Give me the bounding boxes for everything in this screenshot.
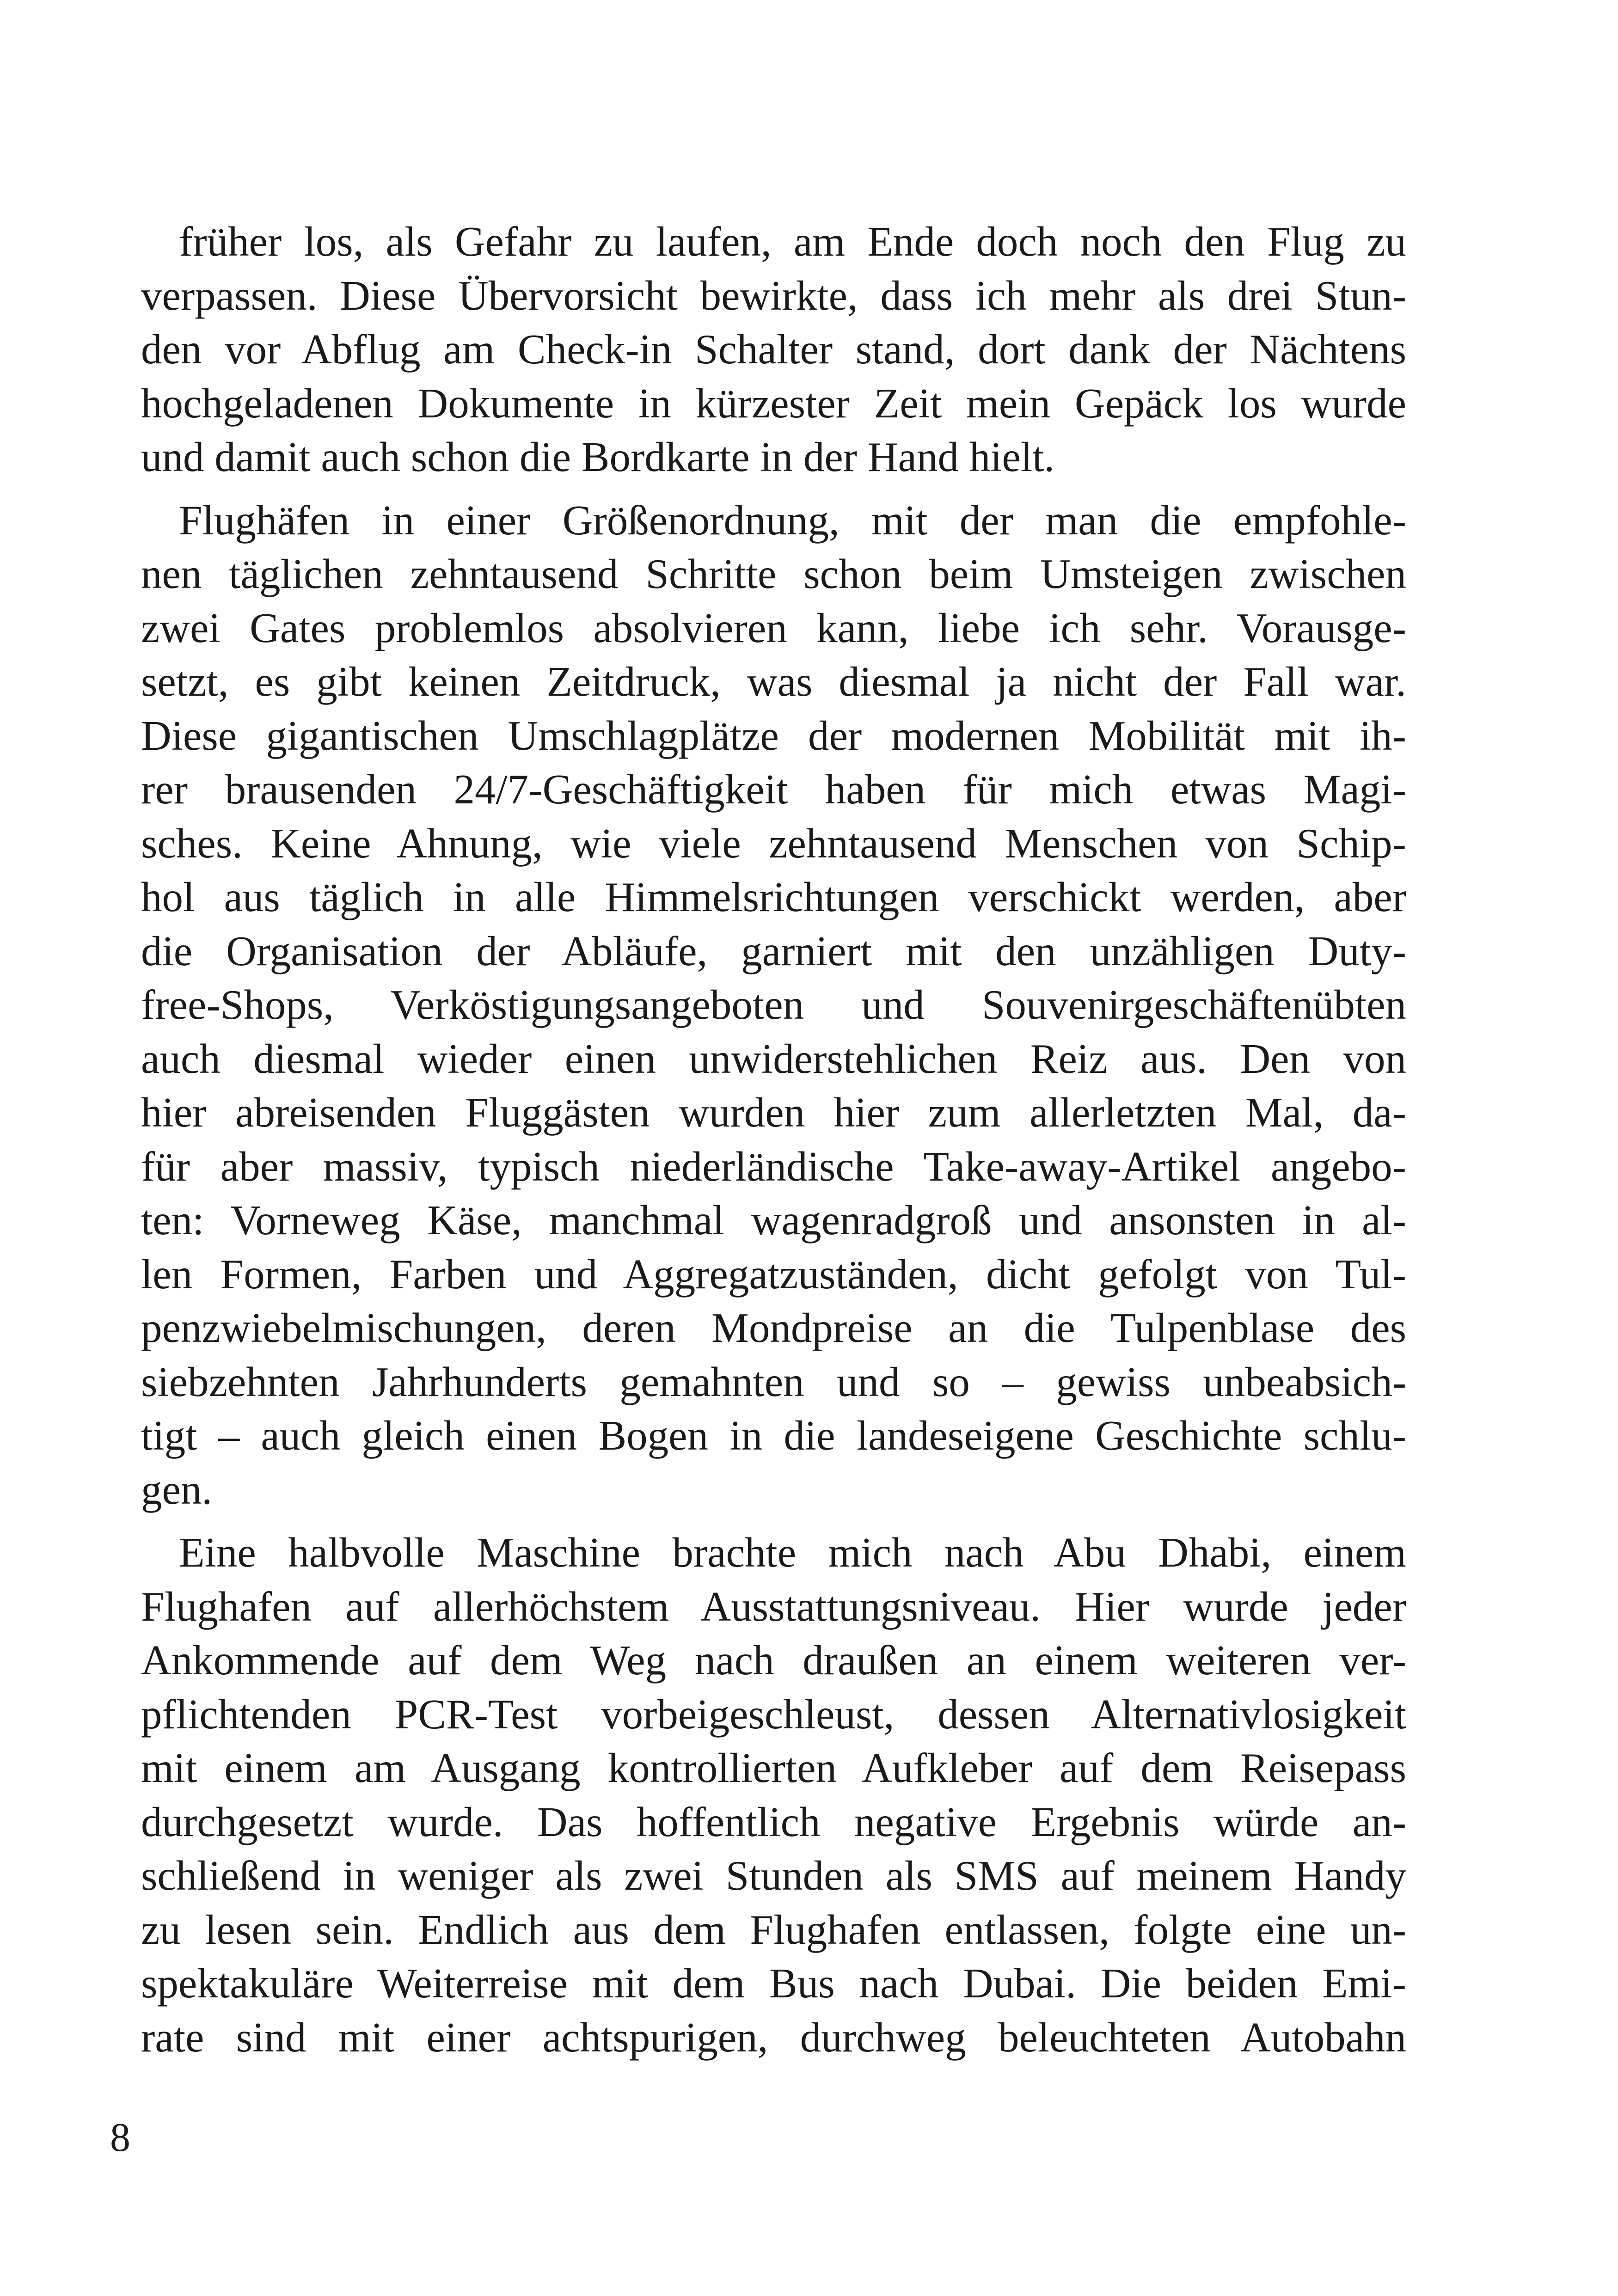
body-text — [141, 215, 1406, 2064]
text-line: gen. — [141, 1466, 213, 1513]
text-line: zu lesen sein. Endlich aus dem Flughafen entlassen, folgte eine un- — [141, 1906, 1406, 1953]
text-line: verpassen. Diese Übervorsicht bewirkte, dass ich mehr als drei Stun- — [141, 272, 1406, 319]
text-line: free-Shops, Verköstigungsangeboten und Souvenirgeschäftenübten — [141, 981, 1406, 1028]
text-line: und damit auch schon die Bordkarte in der Hand hielt. — [141, 434, 1055, 480]
text-line: Diese gigantischen Umschlagplätze der modernen Mobilität mit ih- — [141, 712, 1406, 759]
text-line: auch diesmal wieder einen unwiderstehlichen Reiz aus. Den von — [141, 1035, 1406, 1082]
paragraph — [141, 215, 1406, 484]
paragraph — [141, 494, 1406, 1517]
text-line: len Formen, Farben und Aggregatzuständen, dicht gefolgt von Tul- — [141, 1250, 1406, 1298]
text-line: mit einem am Ausgang kontrollierten Aufkleber auf dem Reisepass — [141, 1745, 1406, 1791]
text-line: ten: Vorneweg Käse, manchmal wagenradgroß und ansonsten in al- — [141, 1197, 1406, 1243]
text-line: Eine halbvolle Maschine brachte mich nach Abu Dhabi, einem — [179, 1529, 1406, 1576]
text-line: schließend in weniger als zwei Stunden als SMS auf meinem Handy — [141, 1852, 1406, 1899]
text-line: durchgesetzt wurde. Das hoffentlich negative Ergebnis würde an- — [141, 1798, 1406, 1845]
text-line: Ankommende auf dem Weg nach draußen an einem weiteren ver- — [141, 1637, 1406, 1684]
text-line: früher los, als Gefahr zu laufen, am Ende doch noch den Flug zu — [179, 218, 1406, 265]
text-line: tigt – auch gleich einen Bogen in die landeseigene Geschichte schlu- — [141, 1412, 1406, 1459]
text-line: hochgeladenen Dokumente in kürzester Zeit mein Gepäck los wurde — [141, 380, 1406, 427]
text-line: spektakuläre Weiterreise mit dem Bus nach Dubai. Die beiden Emi- — [141, 1960, 1406, 2007]
text-line: Flughäfen in einer Größenordnung, mit der man die empfohle- — [179, 496, 1406, 544]
text-line: zwei Gates problemlos absolvieren kann, liebe ich sehr. Vorausge- — [141, 604, 1406, 651]
text-line: hier abreisenden Fluggästen wurden hier zum allerletzten Mal, da- — [141, 1089, 1406, 1136]
text-line: setzt, es gibt keinen Zeitdruck, was diesmal ja nicht der Fall war. — [141, 658, 1406, 705]
text-line: siebzehnten Jahrhunderts gemahnten und so – gewiss unbeabsich- — [141, 1358, 1406, 1405]
text-line: rate sind mit einer achtspurigen, durchweg beleuchteten Autobahn — [141, 2014, 1406, 2061]
text-line: rer brausenden 24/7-Geschäftigkeit haben für mich etwas Magi- — [141, 766, 1406, 813]
text-line: nen täglichen zehntausend Schritte schon beim Umsteigen zwischen — [141, 551, 1406, 597]
text-line: sches. Keine Ahnung, wie viele zehntausend Menschen von Schip- — [141, 820, 1406, 867]
paragraph — [141, 1526, 1406, 2064]
page-number: 8 — [110, 2115, 130, 2160]
text-line: Flughafen auf allerhöchstem Ausstattungsniveau. Hier wurde jeder — [141, 1583, 1406, 1630]
text-line: pflichtenden PCR-Test vorbeigeschleust, dessen Alternativlosigkeit — [141, 1690, 1406, 1738]
text-line: hol aus täglich in alle Himmelsrichtungen verschickt werden, aber — [141, 874, 1406, 920]
text-line: penzwiebelmischungen, deren Mondpreise an die Tulpenblase des — [141, 1304, 1406, 1351]
text-line: für aber massiv, typisch niederländische Take-away-Artikel angebo- — [141, 1143, 1406, 1190]
text-line: die Organisation der Abläufe, garniert mit den unzähligen Duty- — [141, 927, 1406, 974]
text-line: den vor Abflug am Check-in Schalter stand, dort dank der Nächtens — [141, 326, 1406, 373]
